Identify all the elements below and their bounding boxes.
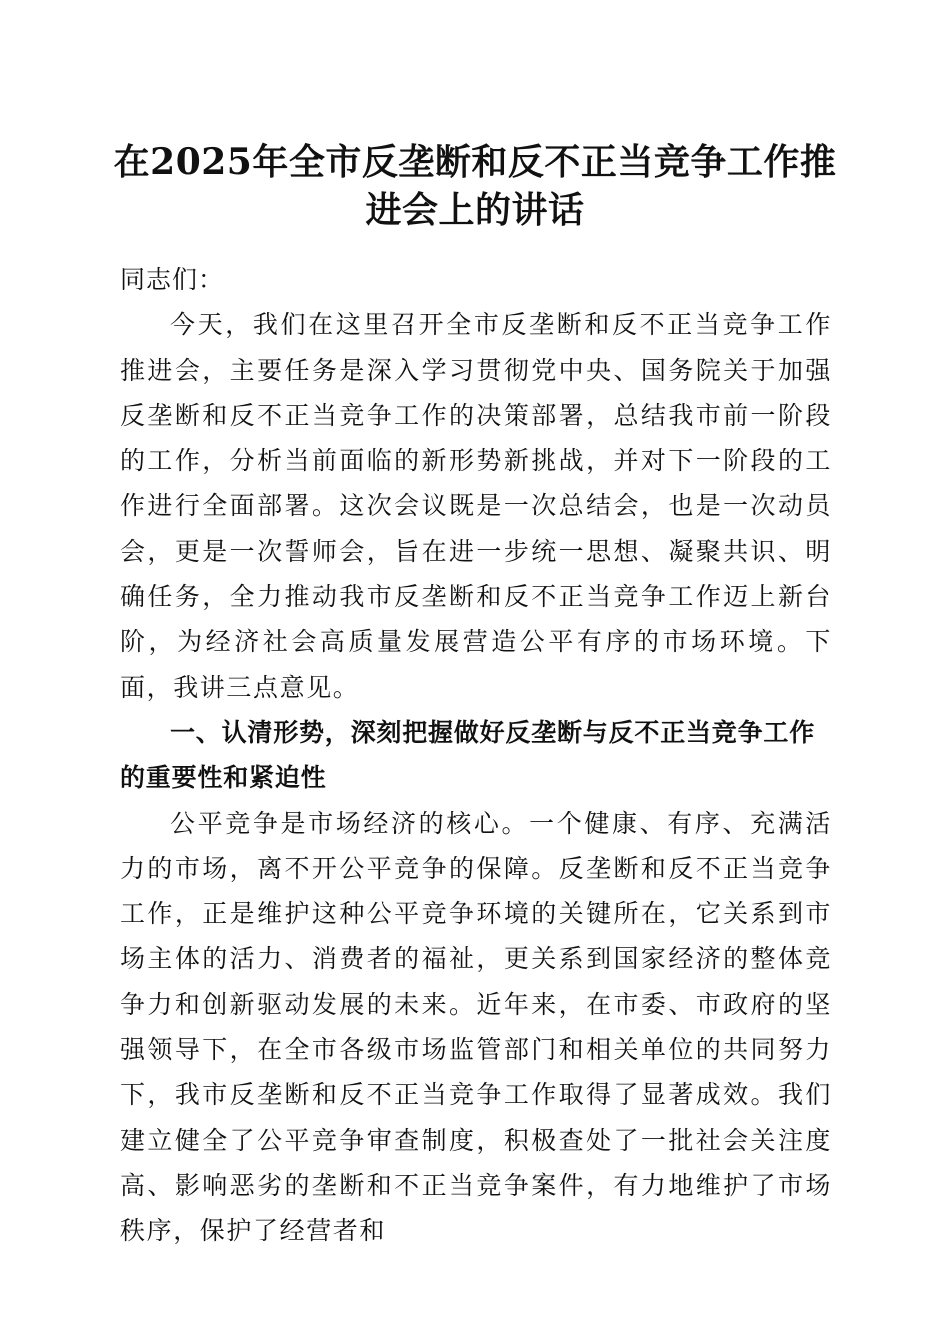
document-body: [120, 257, 832, 1254]
title-line-2: 进会上的讲话: [365, 189, 585, 231]
section-heading-1: 一、认清形势，深刻把握做好反垄断与反不正当竞争工作的重要性和紧迫性: [120, 717, 816, 793]
paragraph-section-1: 公平竞争是市场经济的核心。一个健康、有序、充满活力的市场，离不开公平竞争的保障。反垄断和反不正当竞争工作，正是维护这种公平竞争环境的关键所在，它关系到市场主体的活力、消费者的福祉，更关系到国家经济的整体竞争力和创新驱动发展的未来。近年来，在市委、市政府的坚强领导下，在全市各级市场监管部门和相关单位的共同努力下，我市反垄断和反不正当竞争工作取得了显著成效。我们建立健全了公平竞争审查制度，积极查处了一批社会关注度高、影响恶劣的垄断和不正当竞争案件，有力地维护了市场秩序，保护了经营者和: [120, 808, 832, 1246]
greeting: 同志们：: [120, 265, 225, 294]
document-title: [100, 138, 850, 234]
paragraph-intro: 今天，我们在这里召开全市反垄断和反不正当竞争工作推进会，主要任务是深入学习贯彻党中央、国务院关于加强反垄断和反不正当竞争工作的决策部署，总结我市前一阶段的工作，分析当前面临的新形势新挑战，并对下一阶段的工作进行全面部署。这次会议既是一次总结会，也是一次动员会，更是一次誓师会，旨在进一步统一思想、凝聚共识、明确任务，全力推动我市反垄断和反不正当竞争工作迈上新台阶，为经济社会高质量发展营造公平有序的市场环境。下面，我讲三点意见。: [120, 310, 832, 702]
title-line-1: 在2025年全市反垄断和反不正当竞争工作推: [113, 141, 837, 183]
